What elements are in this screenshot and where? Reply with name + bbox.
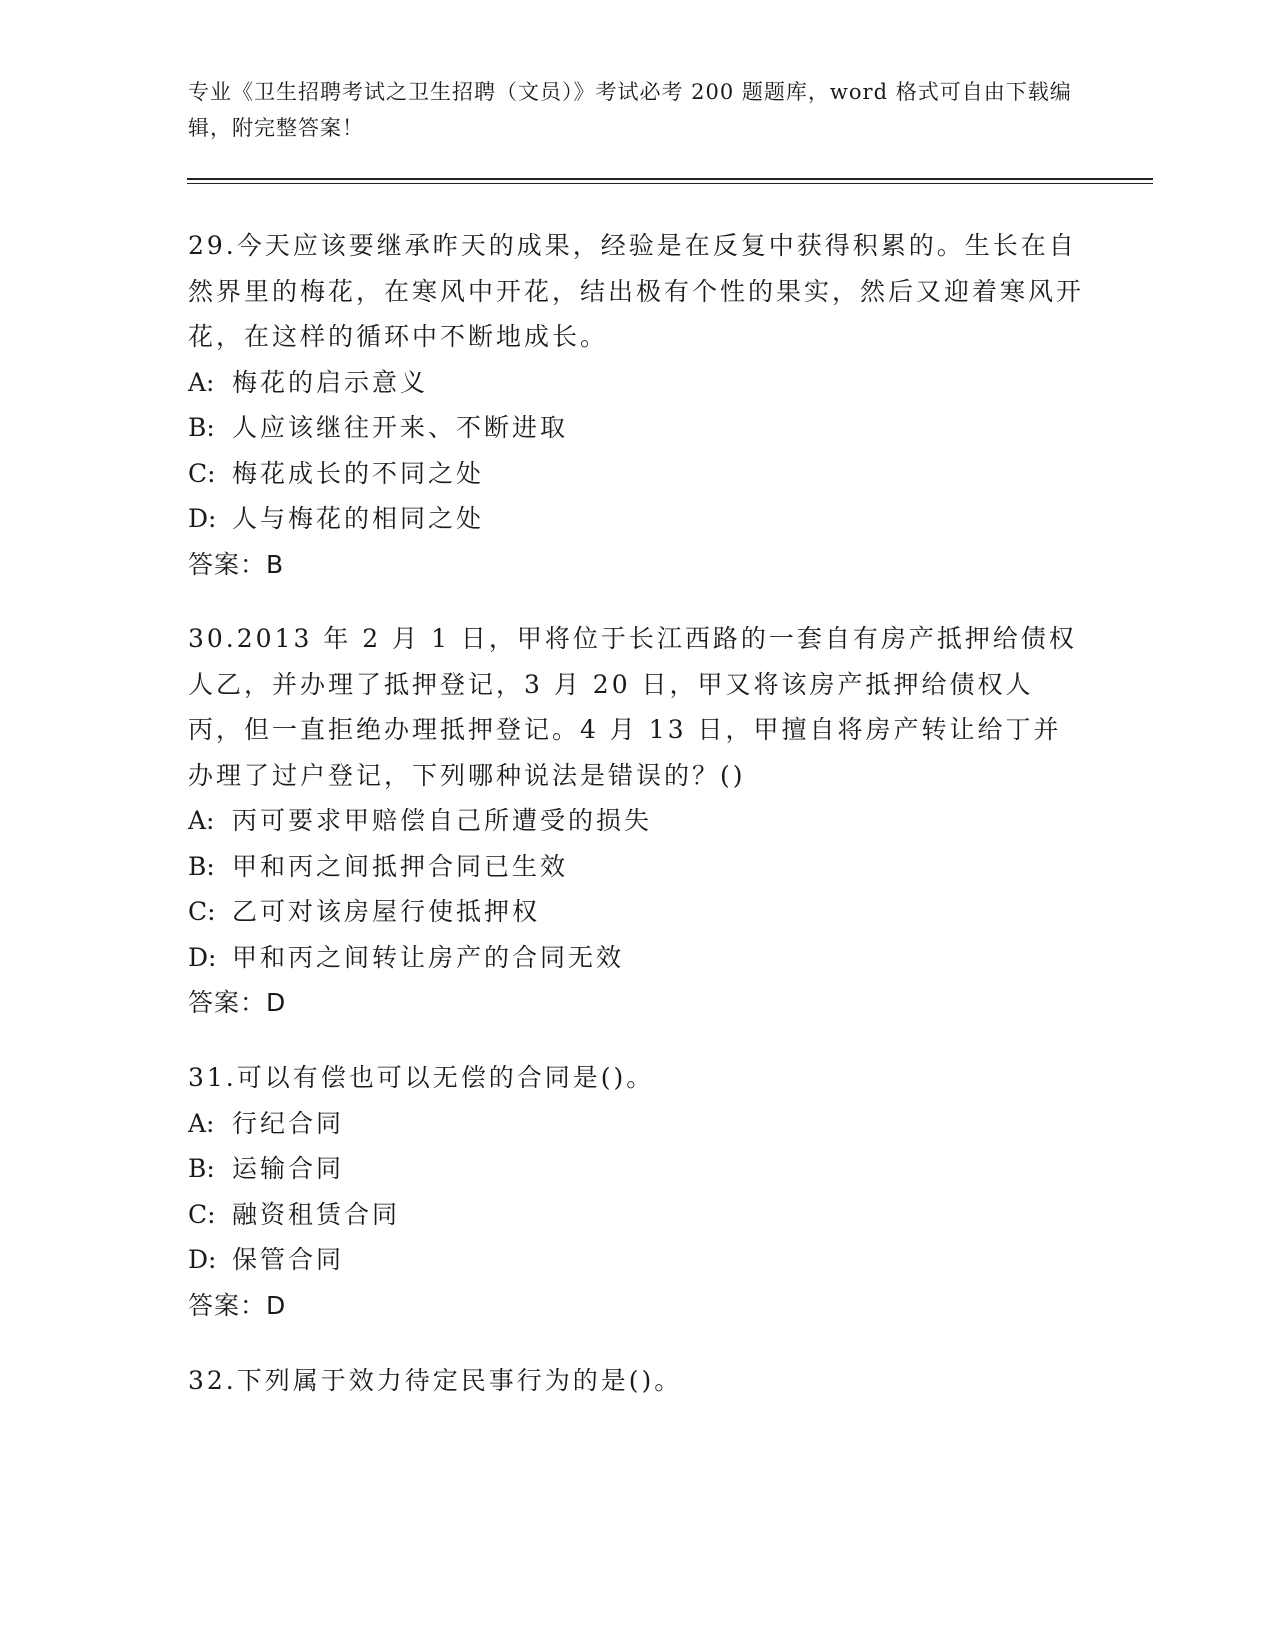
option-label: A:: [188, 367, 215, 397]
question-stem: 32.下列属于效力待定民事行为的是()。: [188, 1366, 683, 1395]
question-31: [188, 1055, 1088, 1328]
option-c: [188, 889, 1088, 935]
option-b: [188, 405, 1088, 451]
option-label: B:: [188, 1154, 215, 1183]
option-text: 运输合同: [232, 1154, 345, 1183]
option-text: 保管合同: [232, 1245, 345, 1274]
option-label: C:: [188, 458, 216, 488]
document-header: 专业《卫生招聘考试之卫生招聘（文员）》考试必考 200 题题库，word 格式可自由下载编辑，附完整答案！: [188, 80, 1072, 140]
option-label: C:: [188, 897, 216, 926]
option-c: [188, 451, 1088, 497]
option-label: B:: [188, 851, 215, 881]
option-text: 人应该继往开来、不断进取: [232, 413, 569, 442]
option-text: 乙可对该房屋行使抵押权: [232, 897, 541, 926]
option-label: C:: [188, 1199, 216, 1229]
option-text: 融资租赁合同: [232, 1199, 401, 1229]
option-label: D:: [188, 942, 217, 972]
option-b: [188, 844, 1088, 890]
option-text: 甲和丙之间抵押合同已生效: [232, 851, 569, 881]
option-text: 行纪合同: [232, 1108, 345, 1138]
option-text: 梅花成长的不同之处: [232, 458, 485, 488]
option-label: A:: [188, 1108, 215, 1138]
option-label: B:: [188, 413, 215, 442]
option-text: 甲和丙之间转让房产的合同无效: [232, 942, 625, 972]
header-divider: [187, 178, 1153, 184]
question-30: [188, 616, 1088, 1026]
option-label: A:: [188, 806, 215, 835]
option-d: [188, 1237, 1088, 1283]
question-stem: 29.今天应该要继承昨天的成果，经验是在反复中获得积累的。生长在自然界里的梅花，在寒风中开花，结出极有个性的果实，然后又迎着寒风开花，在这样的循环中不断地成长。: [188, 231, 1085, 351]
question-29: [188, 223, 1088, 587]
option-d: [188, 935, 1088, 981]
option-d: [188, 496, 1088, 542]
option-a: [188, 798, 1088, 844]
option-text: 人与梅花的相同之处: [232, 504, 485, 533]
answer: 答案：B: [188, 549, 285, 579]
question-32: [188, 1358, 1088, 1404]
option-a: [188, 360, 1088, 406]
question-stem: 31.可以有偿也可以无偿的合同是()。: [188, 1063, 655, 1092]
option-label: D:: [188, 504, 217, 533]
option-label: D:: [188, 1245, 217, 1274]
option-a: [188, 1101, 1088, 1147]
answer: 答案：D: [188, 1290, 287, 1320]
option-c: [188, 1192, 1088, 1238]
option-text: 丙可要求甲赔偿自己所遭受的损失: [232, 806, 653, 835]
option-text: 梅花的启示意义: [232, 367, 429, 397]
option-b: [188, 1146, 1088, 1192]
question-stem: 30.2013 年 2 月 1 日，甲将位于长江西路的一套自有房产抵押给债权人乙，并办理了抵押登记，3 月 20 日，甲又将该房产抵押给债权人丙，但一直拒绝办理抵押登记。4 月 13 日，甲擅自将房产转让给丁并办理了过户登记，下列哪种说法是错误的？(): [188, 624, 1077, 790]
answer: 答案：D: [188, 988, 287, 1017]
